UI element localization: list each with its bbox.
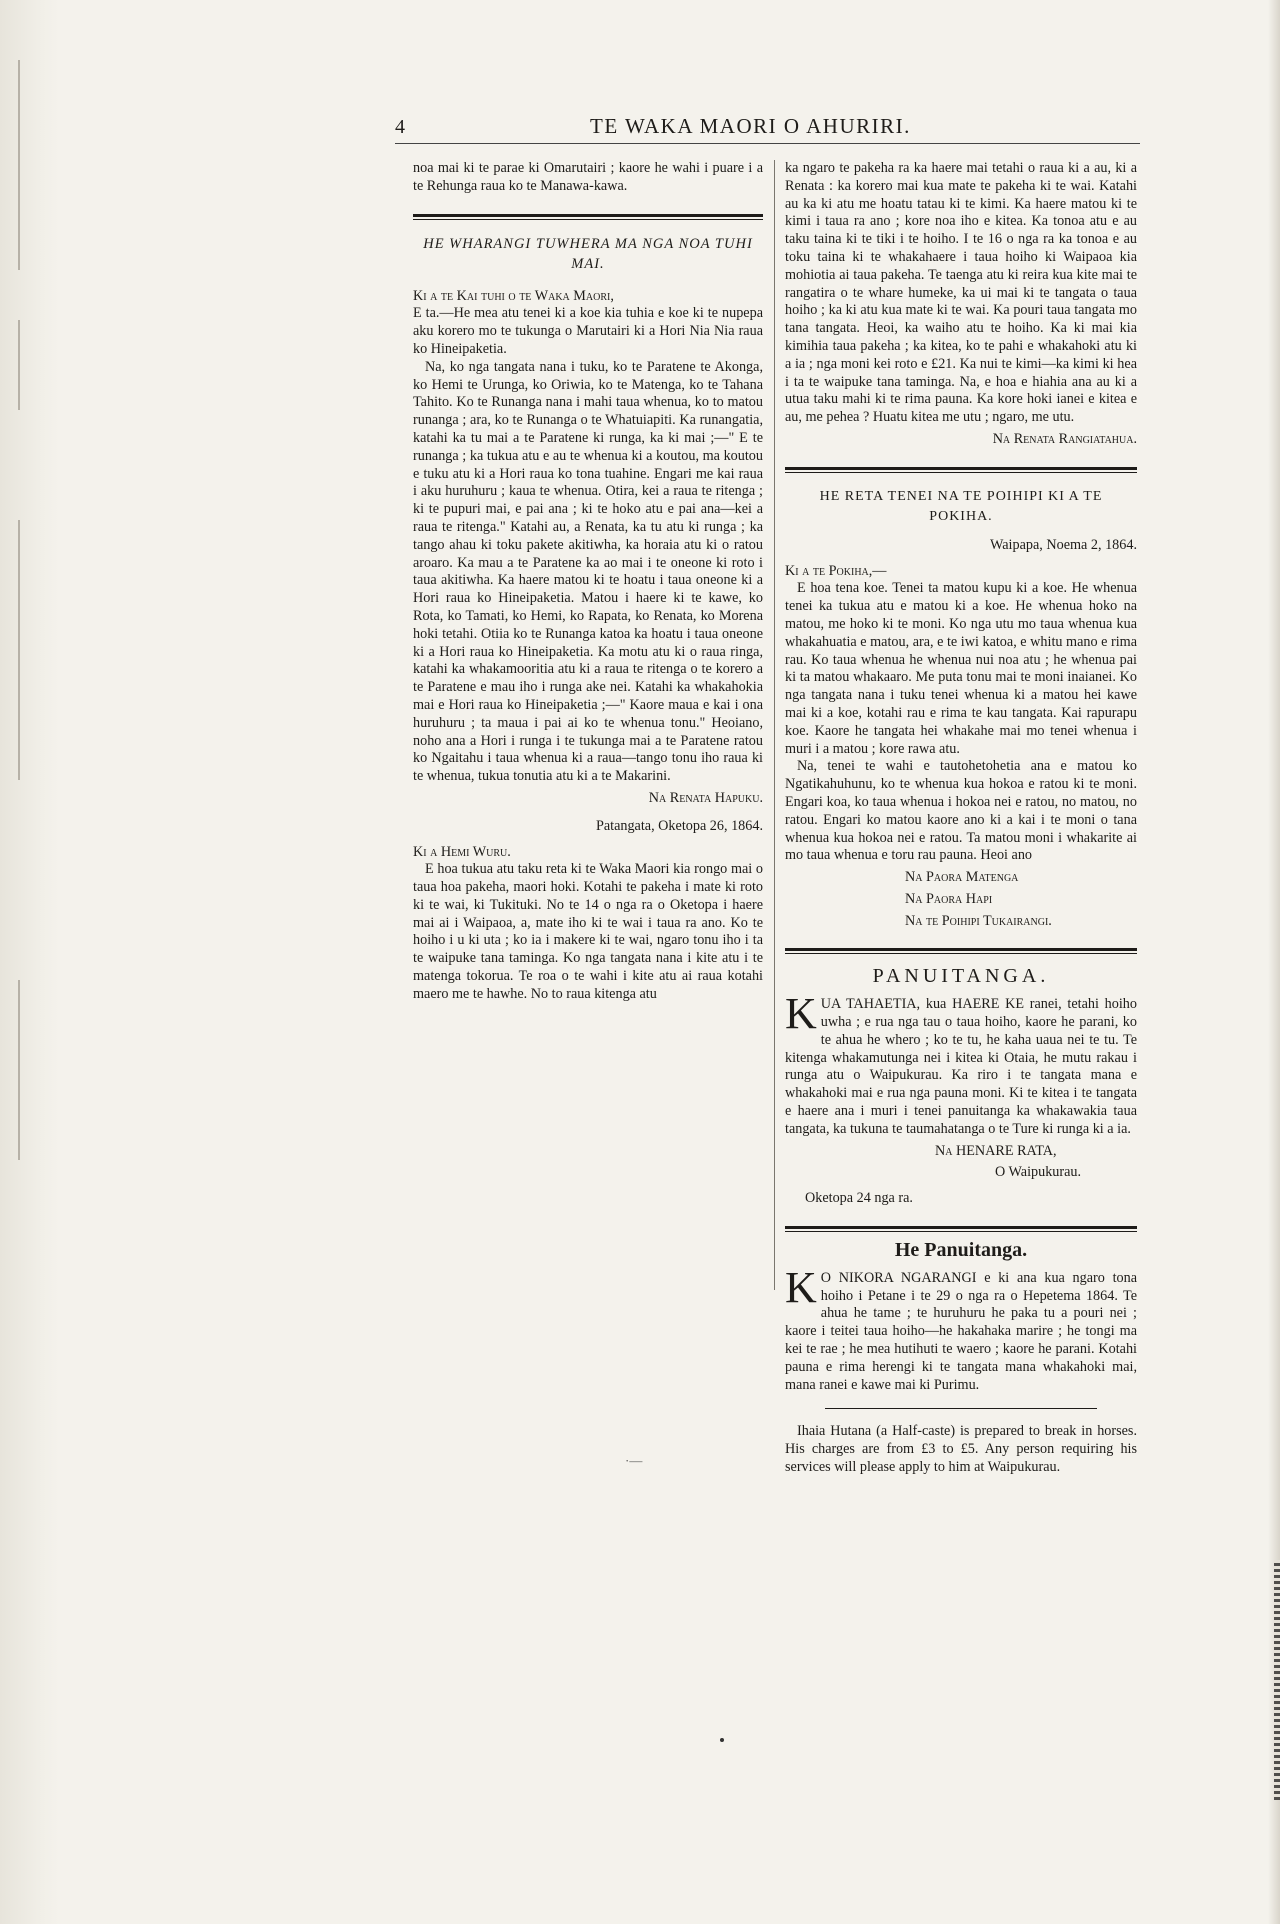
notice-body: Ihaia Hutana (a Half-caste) is prepared to break in horses. His charges are from £3 to £5. Any person requiring his services will please apply to him at Waipukurau. xyxy=(785,1423,1137,1476)
stray-mark: ·— xyxy=(625,1453,643,1468)
scan-mark xyxy=(18,520,20,780)
article-paragraph: noa mai ki te parae ki Omarutairi ; kaore he wahi i puare i a te Rehunga raua ko te Manawa-kawa. xyxy=(413,160,763,194)
masthead-title: TE WAKA MAORI O AHURIRI. xyxy=(590,114,911,138)
letter-paragraph: ka ngaro te pakeha ra ka haere mai tetahi o raua ki a au, ki a Renata : ka korero mai kua mate te pakeha ki te wai. Katahi au ka ki atu me hoatu tatau ki te kimi. Ka haere matou ki te kimi i taua ra ano ; kore noa iho e kitea. Ka tonoa atu e au taku taina ki te tiki i te hoiho. I te 16 o nga ra ka tonoa e au toku taina ki te whakahaere i taua hoiho ki Waipaoa kia mohiotia ai taua pakeha. Te taenga atu ki reira kua kite mai te rangatira o te whare humeke, ka ui mai ki te tangata o taua hoiho ; ka ki atu kua mate ki te wai. Ka pouri taua tangata mo tana tangata. Heoi, ka waiho atu te hoiho. Ka ki mai kia kimihia taua pakeha ; ka kitea, ko te pahi e whakahoki atu ki a ia ; nga moni kei roto e £21. Ka nui te kimi—ka kimi ki hea i ta te waipuke tana taminga. Na, e hoa e hiahia ana au ki a utua taku mahi ki te rima pauna. Ka kore hoki ianei e kitea e au, me pehea ? Huatu kitea me utu ; ngaro, me utu. xyxy=(785,160,1137,426)
notice-title: He Panuitanga. xyxy=(894,1239,1028,1262)
scan-mark xyxy=(18,320,20,410)
letter-place-date: Waipapa, Noema 2, 1864. xyxy=(990,536,1137,553)
letter-salutation: Ki a te Pokiha,— xyxy=(785,562,887,579)
letter-signature: Na Renata Hapuku. xyxy=(648,789,763,806)
letter-signature: Na te Poihipi Tukairangi. xyxy=(905,912,1052,929)
notice-body: KUA TAHAETIA, kua HAERE KE ranei, tetahi hoiho uwha ; e rua nga tau o taua hoiho, kaore he parani, ko te ahua he whero ; ko te tu, he kaha uaua nei te tu. Te kitenga whakamutunga nei i kitea ki Otaia, he mutu rakau i runga atu o Waipukurau. Ka riro i te tangata mana e whakahoki mai e rua nga pauna moni. Ki te kitea i te tangata e haere ana i muri i tenei panuitanga ka whakawakia taua tangata, ka tukuna te taumahatanga o te Ture ki runga ki a ia. xyxy=(785,989,1137,1137)
letter-salutation: Ki a te Kai tuhi o te Waka Maori, xyxy=(413,287,614,304)
notice-signature: Na HENARE RATA, xyxy=(935,1142,1057,1159)
left-column xyxy=(413,160,763,1004)
letter-paragraph: E hoa tena koe. Tenei ta matou kupu ki a koe. He whenua tenei ka tukua atu e matou ki a koe. He whenua hoko na matou, me hoko ki te moni. Ko nga utu mo taua whenua kua whakahuatia e matou, ara, e te iwi katoa, e whitu mano e rima rau. Ko taua whenua he whenua nui noa atu ; he whenua pai ki ta matou whakaaro. Me puta tonu mai te moni inaianei. Ko nga tangata nana i tuku tenei whenua ki a matou hei kawe mai ki a koe, kotahi rau e rima te kau tangata. Kai rapurapu koe. Kaore he tangata hei whakahe mai mo tenei whenua i muri i a matou ; kore rawa atu. xyxy=(785,580,1137,757)
scan-mark xyxy=(18,60,20,270)
right-column xyxy=(785,160,1137,1477)
letter-signature: Na Renata Rangiatahua. xyxy=(992,430,1137,447)
notice-rule xyxy=(825,1408,1097,1409)
page-number: 4 xyxy=(395,116,405,138)
column-divider xyxy=(774,160,775,1290)
notice-date: Oketopa 24 nga ra. xyxy=(805,1190,913,1207)
binding-edge xyxy=(1274,1560,1280,1800)
section-title: HE WHARANGI TUWHERA MA NGA NOA TUHI MAI. xyxy=(423,235,753,272)
notice-title: PANUITANGA. xyxy=(872,965,1050,988)
letter-signature: Na Paora Hapi xyxy=(905,890,993,907)
letter-title-line: POKIHA. xyxy=(929,508,993,524)
letter-salutation: Ki a Hemi Wuru. xyxy=(413,843,511,860)
letter-paragraph: Na, tenei te wahi e tautohetohetia ana e matou ko Ngatikahuhunu, ko te whenua kua hokoa e ratou ki te moni. Engari koa, ko taua whenua i hokoa nei e ratou, no matou, no ratou. Engari ko matou kaore ano ki a kai i te moni o tana whenua kua hokoa nei e ratou. Ta matou moni i whakarite ai mo taua whenua e toru rau pauna. Heoi ano xyxy=(785,758,1137,864)
letter-paragraph: Na, ko nga tangata nana i tuku, ko te Paratene te Akonga, ko Hemi te Urunga, ko Oriwia, ko te Matenga, ko te Tahana Tahito. Ko te Runanga nana i mahi taua whenua, ko to matou runanga ; ara, ko te Runanga o te Whatuiapiti. Ka runangatia, katahi ka tu mai a te Paratene ki runga, ka ki mai ;—" E te runanga ; ka tukua atu e au te whenua ki a koutou, ma koutou e tuku atu ki a Hori raua ko tona tuahine. Engari me kai raua i aku huruhuru ; kaua te whenua. Otira, kei a raua te ritenga ; ki te pupuri mai, e pai ana ; ki te hoko atu e pai ana—kei a raua te ritenga." Katahi au, a Renata, ka tu atu ki runga ; ka tango ahau ki toku pakete akitiwha, ka horaia atu ki o ratou aroaro. Ka mau a te Paratene ka ao mai i te oneone ki roto i taua akitiwha. Ka haere matou ki te hoatu i taua oneone ki a Hori raua ko Hineipaketia. Matou i haere ki te kawe, ko Rota, ko Tamati, ko Hemi, ko Rapata, ko Renata, ko Morena hoki tetahi. Otiia ko te Runanga katoa ka hoatu i taua oneone ki a Hori raua ko Hineipaketia. Ka motu atu ki o raua ringa, katahi ka whakamooritia atu ki a raua te ritenga o te korero a te Paratene e mau iho i runga ake nei. Katahi ka whakahokia mai e Hori raua ko Hineipaketia ;—" Kaore maua e kai i ona huruhuru ; ta maua i pai ai ko te whenua tonu." Heoiano, noho ana a Hori i runga i te tukunga mai a te Paratene ratou ko Ngaitahu i taua whenua ki a raua—tango tonu iho raua ki te whenua, tukua tonutia atu ki a te Makarini. xyxy=(413,358,763,785)
ink-dot xyxy=(720,1738,724,1742)
header-rule xyxy=(395,143,1140,144)
letter-paragraph: E ta.—He mea atu tenei ki a koe kia tuhia e koe ki te nupepa aku korero mo te tukunga o Marutairi ki a Hori Nia Nia raua ko Hineipaketia. xyxy=(413,305,763,357)
notice-body: KO NIKORA NGARANGI e ki ana kua ngaro tona hoiho i Petane i te 29 o nga ra o Hepetema 1864. Te ahua he tame ; te huruhuru he paka tu a pouri nei ; kaore i teitei taua hoiho—he hakahaka marire ; he tongi ma kei te rae ; he mea hutihuti te waero ; kaore he parani. Kotahi pauna e rima herengi ki te tangata mana whakahoki mai, mana ranei e kawe mai ki Purimu. xyxy=(785,1262,1137,1393)
section-rule xyxy=(785,948,1137,954)
scan-edge xyxy=(0,0,60,1924)
scan-mark xyxy=(18,980,20,1160)
letter-title-line: HE RETA TENEI NA TE POIHIPI KI A TE xyxy=(819,488,1103,504)
letter-place-date: Patangata, Oketopa 26, 1864. xyxy=(595,817,763,834)
letter-signature: Na Paora Matenga xyxy=(905,869,1019,886)
letter-paragraph: E hoa tukua atu taku reta ki te Waka Maori kia rongo mai o taua hoa pakeha, maori hoki. Kotahi te pakeha i mate ki roto ki te wai, ki Tukituki. No te 14 o nga ra o Oketopa i haere mai ai i Waipaoa, a, mate iho ki te wai i taua ra ano. Ko te hoiho i u ki uta ; ko ia i makere ki te wai, ngaro tonu iho i ta te waipuke tana taminga. Ko nga tangata nana i kite atu i te matenga tokorua. Te roa o te wahi i kite atu ai raua kotahi maero me te hawhe. No to raua kitenga atu xyxy=(413,861,763,1002)
page-header xyxy=(395,110,1140,144)
section-rule xyxy=(785,467,1137,473)
section-rule xyxy=(413,214,763,220)
letter-title xyxy=(785,487,1137,527)
notice-location: O Waipukurau. xyxy=(995,1164,1082,1181)
section-rule xyxy=(785,1226,1137,1232)
